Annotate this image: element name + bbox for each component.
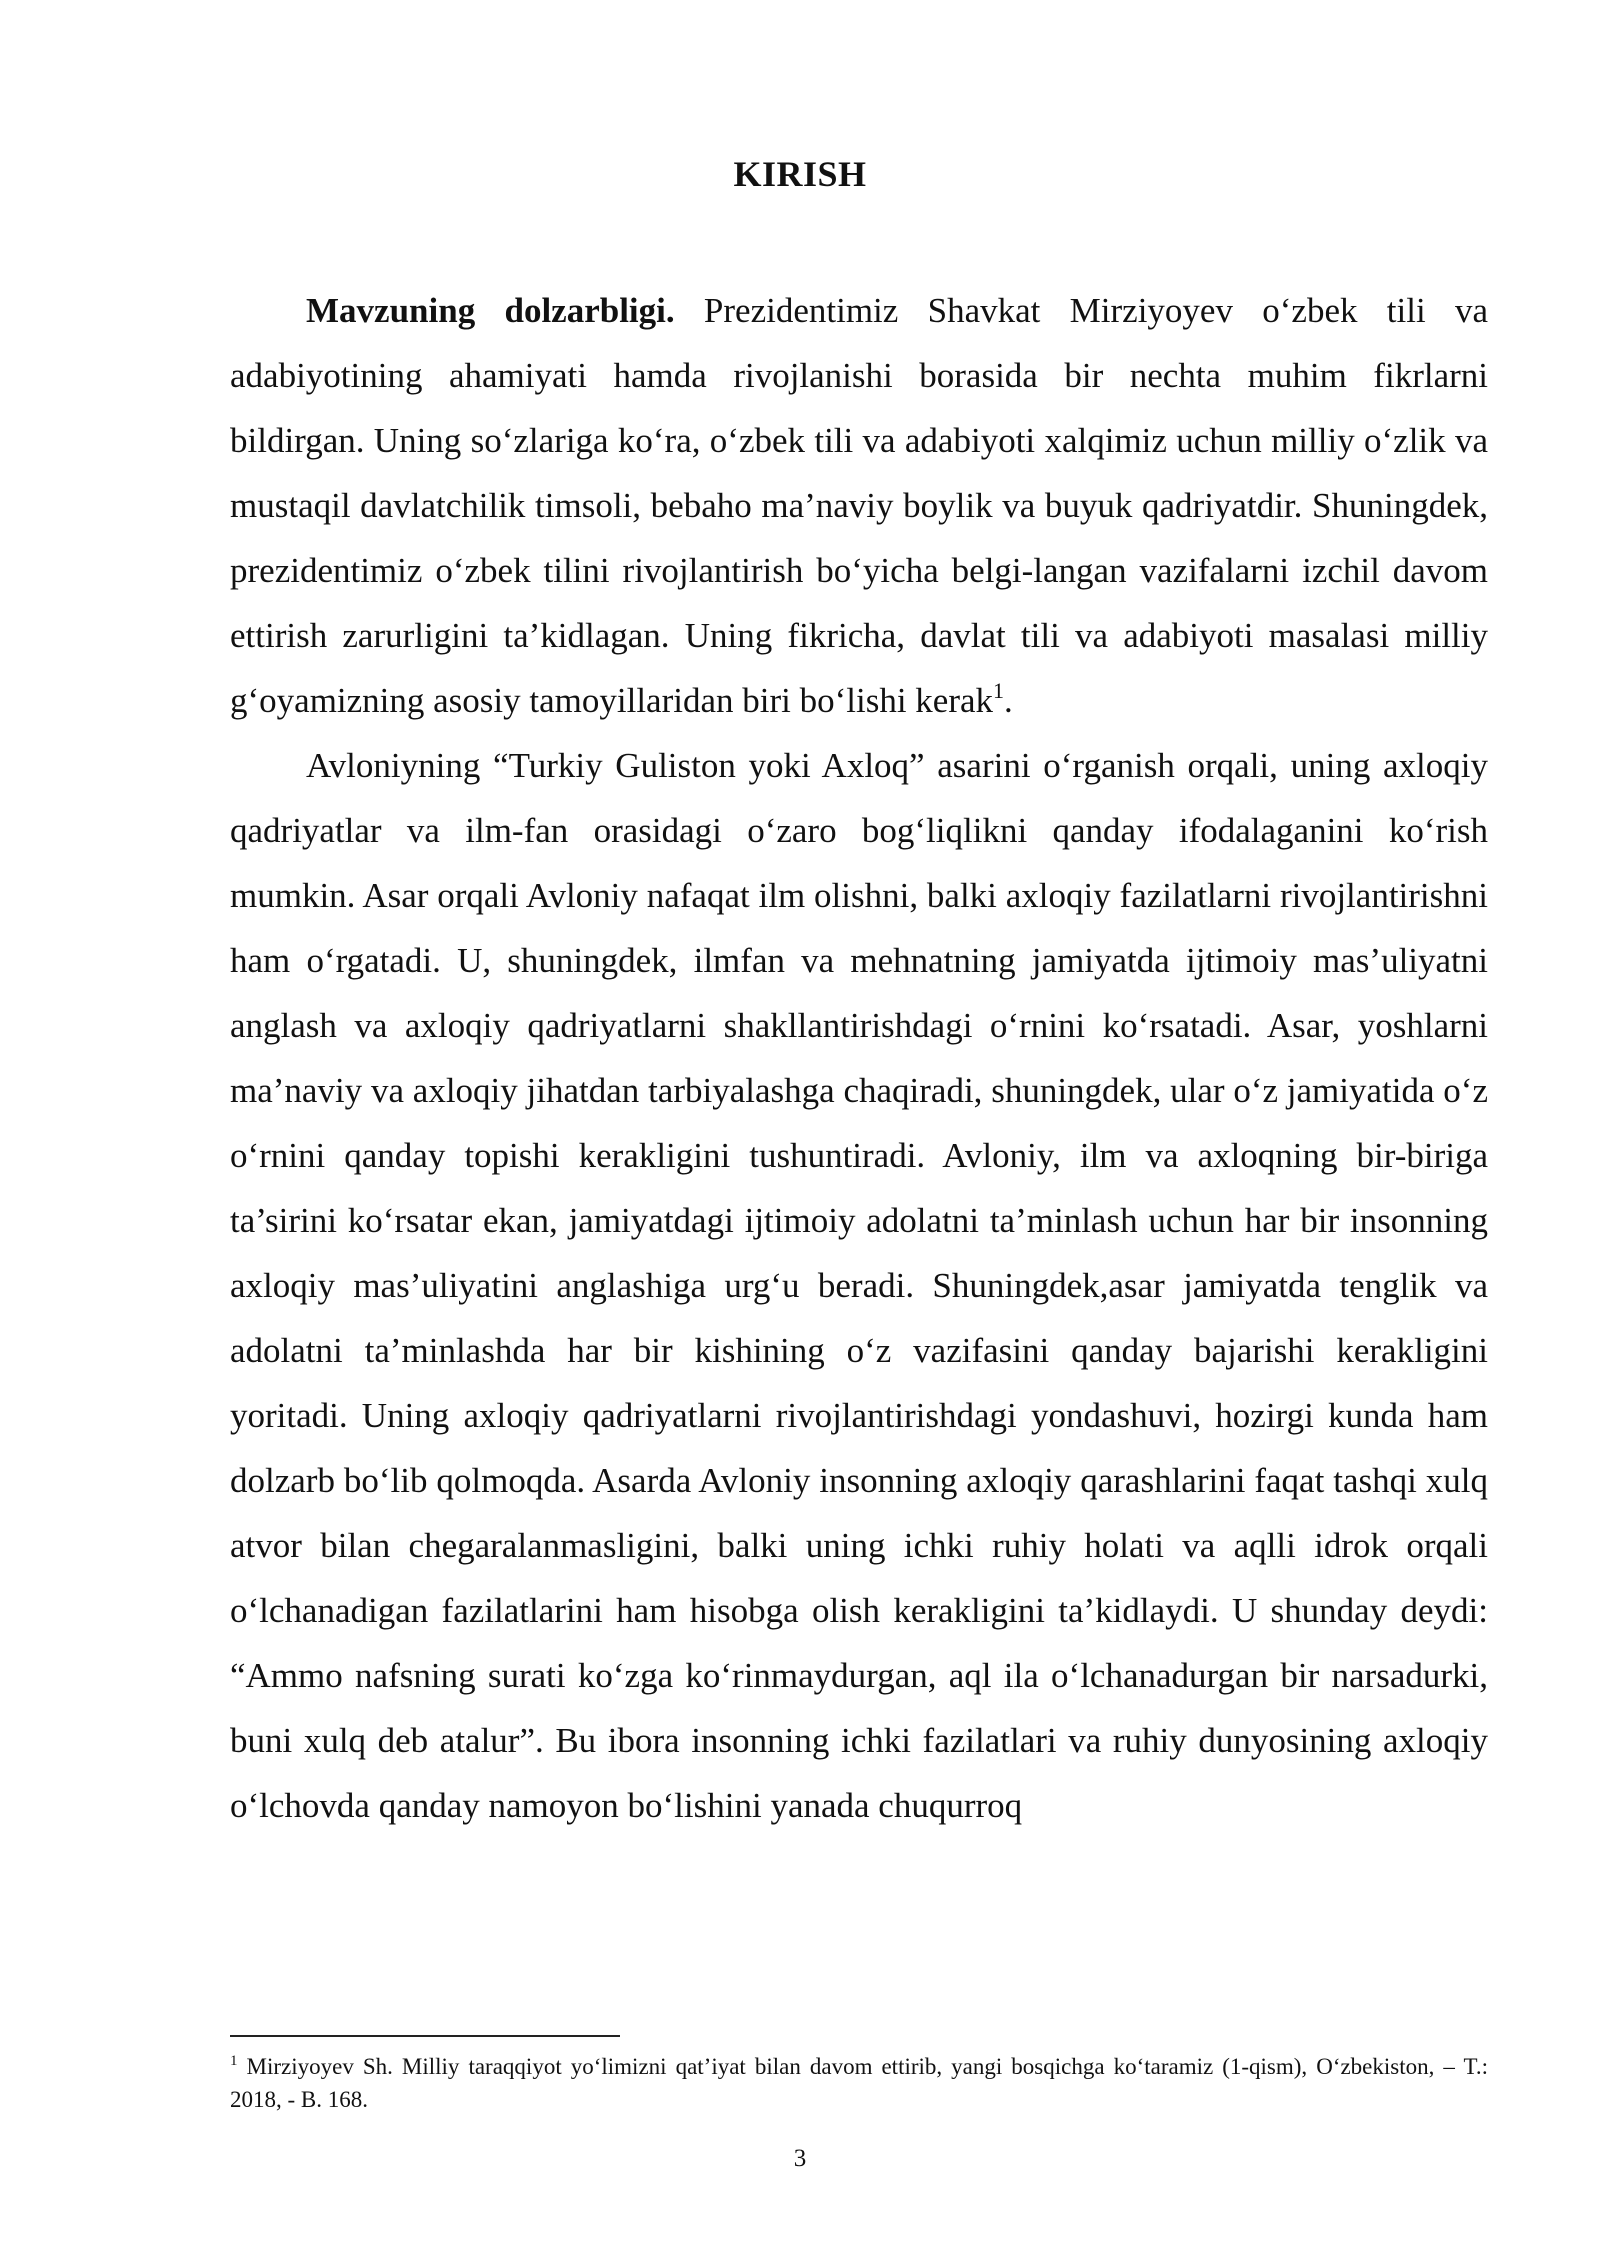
paragraph-avloniy: Avloniyning “Turkiy Guliston yoki Axloq” asarini o‘rganish orqali, uning axloqiy qadriyatlar va ilm-fan orasidagi o‘zaro bog‘liqlikni qanday ifodalaganini ko‘rish mumkin. Asar orqali Avloniy nafaqat ilm olishni, balki axloqiy fazilatlarni rivojlantirishni ham o‘rgatadi. U, shuningdek, ilmfan va mehnatning jamiyatda ijtimoiy mas’uliyatni anglash va axloqiy qadriyatlarni shakllantirishdagi o‘rnini ko‘rsatadi. Asar, yoshlarni ma’naviy va axloqiy jihatdan tarbiyalashga chaqiradi, shuningdek, ular o‘z jamiyatida o‘z o‘rnini qanday topishi kerakligini tushuntiradi. Avloniy, ilm va axloqning bir-biriga ta’sirini ko‘rsatar ekan, jamiyatdagi ijtimoiy adolatni ta’minlash uchun har bir insonning axloqiy mas’uliyatini anglashiga urg‘u beradi. Shuningdek,asar jamiyatda tenglik va adolatni ta’minlashda har bir kishining o‘z vazifasini qanday bajarishi kerakligini yoritadi. Uning axloqiy qadriyatlarni rivojlantirishdagi yondashuvi, hozirgi kunda ham dolzarb bo‘lib qolmoqda. Asarda Avloniy insonning axloqiy qarashlarini faqat tashqi xulq atvor bilan chegaralanmasligini, balki uning ichki ruhiy holati va aqlli idrok orqali o‘lchanadigan fazilatlarini ham hisobga olish kerakligini ta’kidlaydi. U shunday deydi: “Ammo nafsning surati ko‘zga ko‘rinmaydurgan, aql ila o‘lchanadurgan bir narsadurki, buni xulq deb atalur”. Bu ibora insonning ichki fazilatlari va ruhiy dunyosining axloqiy o‘lchovda qanday namoyon bo‘lishini yanada chuqurroq — [230, 746, 1488, 1825]
footnote-text: Mirziyoyev Sh. Milliy taraqqiyot yo‘limizni qat’iyat bilan davom ettirib, yangi bosqichga ko‘taramiz (1-qism), O‘zbekiston, – T.: 2018, - B. 168. — [230, 2054, 1488, 2112]
page-number: 3 — [793, 2145, 807, 2172]
paragraph-lead: Mavzuning dolzarbligi. — [306, 291, 675, 330]
footnote-reference[interactable]: 1 — [993, 678, 1005, 703]
footnote — [230, 2050, 1488, 2116]
section-title: KIRISH — [733, 154, 867, 194]
footnote-number: 1 — [230, 2053, 238, 2069]
paragraph-text: Prezidentimiz Shavkat Mirziyoyev o‘zbek tili va adabiyotining ahamiyati hamda rivojlanishi borasida bir nechta muhim fikrlarni bildirgan. Uning so‘zlariga ko‘ra, o‘zbek tili va adabiyoti xalqimiz uchun milliy o‘zlik va mustaqil davlatchilik timsoli, bebaho ma’naviy boylik va buyuk qadriyatdir. Shuningdek, prezidentimiz o‘zbek tilini rivojlantirish bo‘yicha belgi-langan vazifalarni izchil davom ettirish zarurligini ta’kidlagan. Uning fikricha, davlat tili va adabiyoti masalasi milliy g‘oyamizning asosiy tamoyillaridan biri bo‘lishi kerak — [230, 291, 1488, 720]
footnote-divider — [230, 2035, 620, 2037]
paragraph-end: . — [1004, 681, 1013, 720]
body-text — [230, 278, 1488, 1838]
paragraph-relevance — [230, 278, 1488, 733]
